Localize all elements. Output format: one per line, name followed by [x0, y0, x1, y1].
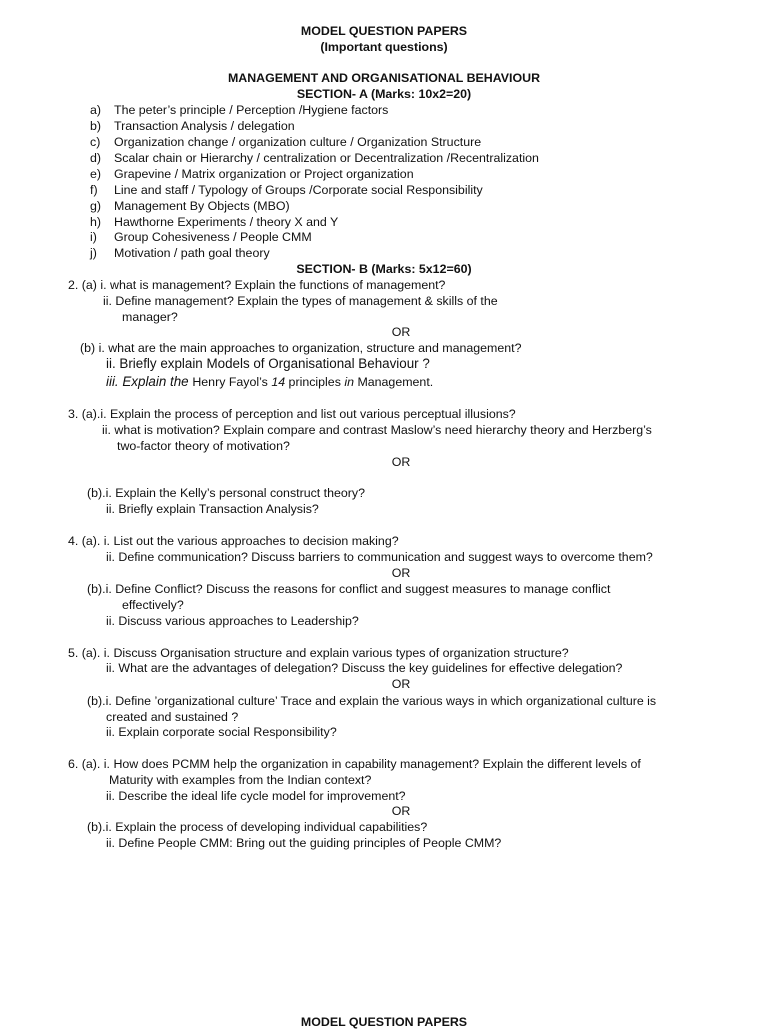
question-line: (b).i. Define Conflict? Discuss the reasons for conflict and suggest measures to manage conflict	[87, 582, 611, 596]
question-line: (b).i. Explain the process of developing individual capabilities?	[87, 820, 428, 834]
page-subtitle: (Important questions)	[320, 40, 448, 54]
page-title: MODEL QUESTION PAPERS	[300, 24, 468, 38]
or-separator: OR	[391, 455, 411, 469]
list-item: e) Grapevine / Matrix organization or Project organization	[90, 167, 414, 181]
list-item: f) Line and staff / Typology of Groups /Corporate social Responsibility	[90, 183, 483, 197]
question-line: two-factor theory of motivation?	[117, 439, 290, 453]
list-item: b) Transaction Analysis / delegation	[90, 119, 295, 133]
section-b-heading: SECTION- B (Marks: 5x12=60)	[296, 262, 472, 276]
question-line: (b) i. what are the main approaches to organization, structure and management?	[80, 341, 522, 355]
list-item: j) Motivation / path goal theory	[90, 246, 270, 260]
question-line: (b).i. Explain the Kelly’s personal construct theory?	[87, 486, 366, 500]
question-line: 6. (a). i. How does PCMM help the organization in capability management? Explain the different levels of	[68, 757, 641, 771]
question-line: Maturity with examples from the Indian context?	[109, 773, 372, 787]
question-line: 3. (a).i. Explain the process of perception and list out various perceptual illusions?	[68, 407, 516, 421]
question-line: 5. (a). i. Discuss Organisation structure and explain various types of organization structure?	[68, 646, 569, 660]
question-line: 4. (a). i. List out the various approaches to decision making?	[68, 534, 399, 548]
question-line: effectively?	[122, 598, 184, 612]
question-line: 2. (a) i. what is management? Explain the functions of management?	[68, 278, 446, 292]
question-line: ii. Define management? Explain the types of management & skills of the	[103, 294, 498, 308]
list-item: g) Management By Objects (MBO)	[90, 199, 290, 213]
question-line: created and sustained ?	[106, 710, 239, 724]
question-line: ii. Discuss various approaches to Leadership?	[106, 614, 359, 628]
question-line: (b).i. Define ’organizational culture’ Trace and explain the various ways in which organizational culture is	[87, 694, 657, 708]
list-item: i) Group Cohesiveness / People CMM	[90, 230, 312, 244]
list-item: d) Scalar chain or Hierarchy / centralization or Decentralization /Recentralization	[90, 151, 539, 165]
question-line: ii. Briefly explain Models of Organisational Behaviour ?	[106, 356, 430, 371]
question-line: ii. Describe the ideal life cycle model for improvement?	[106, 789, 406, 803]
question-line: ii. Explain corporate social Responsibility?	[106, 725, 337, 739]
or-separator: OR	[391, 325, 411, 339]
question-line: ii. Briefly explain Transaction Analysis?	[106, 502, 319, 516]
question-line: ii. what is motivation? Explain compare and contrast Maslow’s need hierarchy theory and Herzberg’s	[102, 423, 652, 437]
list-item: h) Hawthorne Experiments / theory X and Y	[90, 215, 339, 229]
course-title: MANAGEMENT AND ORGANISATIONAL BEHAVIOUR	[227, 71, 541, 85]
question-line: iii. Explain the Henry Fayol’s 14 principles in Management.	[106, 374, 434, 389]
next-page-title: MODEL QUESTION PAPERS	[300, 1015, 468, 1029]
question-line: ii. Define People CMM: Bring out the guiding principles of People CMM?	[106, 836, 502, 850]
list-item: a) The peter’s principle / Perception /Hygiene factors	[90, 103, 389, 117]
section-a-heading: SECTION- A (Marks: 10x2=20)	[296, 87, 472, 101]
question-line: ii. Define communication? Discuss barriers to communication and suggest ways to overcome them?	[106, 550, 653, 564]
question-line: manager?	[122, 310, 178, 324]
or-separator: OR	[391, 804, 411, 818]
or-separator: OR	[391, 677, 411, 691]
or-separator: OR	[391, 566, 411, 580]
list-item: c) Organization change / organization culture / Organization Structure	[90, 135, 482, 149]
question-line: ii. What are the advantages of delegation? Discuss the key guidelines for effective delegation?	[106, 661, 623, 675]
